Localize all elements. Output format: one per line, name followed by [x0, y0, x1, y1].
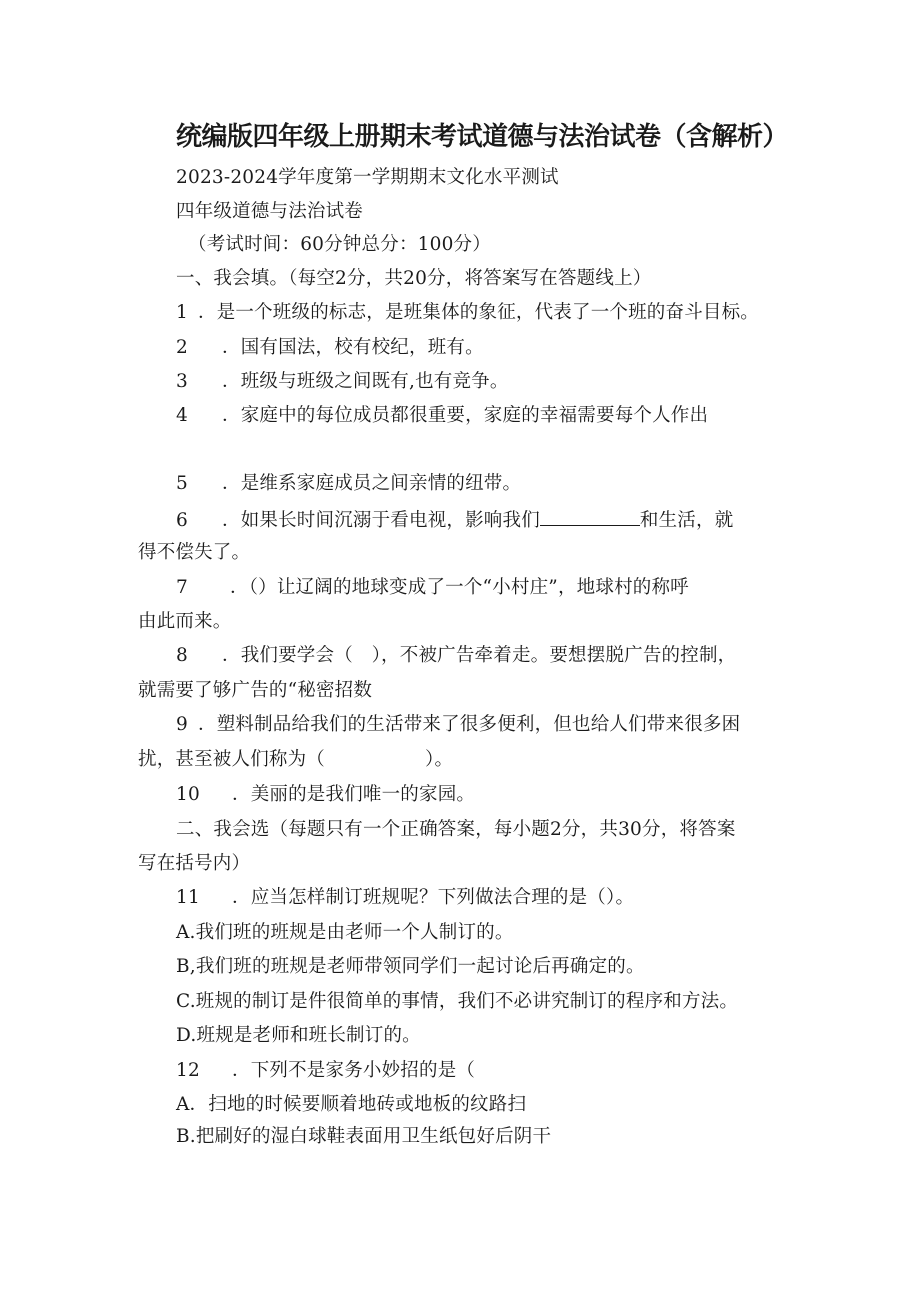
question-number: 2	[176, 337, 188, 358]
question-3	[176, 370, 509, 394]
question-number: 12	[176, 1060, 200, 1081]
question-number: 10	[176, 784, 200, 805]
question-text: ．我们要学会（ ），不被广告牵着走。要想摆脱广告的控制，	[222, 645, 737, 666]
section1-heading: 一、我会填。（每空2分，共20分，将答案写在答题线上）	[176, 268, 652, 289]
question-12	[176, 1059, 475, 1083]
question-5	[176, 472, 521, 496]
question-text: ．班级与班级之间既有,也有竞争。	[222, 371, 509, 392]
question-number: 6	[176, 510, 188, 531]
option-b: B.把刷好的湿白球鞋表面用卫生纸包好后阴干	[176, 1126, 552, 1147]
question-number: 11	[176, 887, 200, 908]
question-text: 扰，甚至被人们称为（	[138, 749, 326, 770]
option-b: B,我们班的班规是老师带领同学们一起讨论后再确定的。	[176, 956, 645, 977]
question-6-continued: 得不偿失了。	[138, 542, 251, 563]
exam-subtitle: 2023-2024学年度第一学期期末文化水平测试	[176, 167, 559, 188]
option-a: A.我们班的班规是由老师一个人制订的。	[176, 922, 514, 943]
section2-heading: 二、我会选（每题只有一个正确答案，每小题2分，共30分，将答案	[176, 819, 736, 840]
option-d: D.班规是老师和班长制订的。	[176, 1025, 421, 1046]
question-number: 1	[176, 302, 188, 323]
question-text: ）。	[425, 749, 454, 770]
question-11	[176, 886, 634, 910]
question-text: ．塑料制品给我们的生活带来了很多便利，但也给人们带来很多困	[198, 714, 741, 735]
question-text: 和生活，就	[639, 510, 734, 531]
section2-heading-continued: 写在括号内）	[138, 853, 251, 874]
question-number: 5	[176, 473, 188, 494]
question-text: ．下列不是家务小妙招的是（	[232, 1060, 476, 1081]
question-number: 9	[176, 714, 188, 735]
exam-info: （考试时间：60分钟总分：100分）	[188, 234, 491, 255]
question-7-continued: 由此而来。	[138, 611, 232, 632]
question-number: 4	[176, 405, 188, 426]
question-8	[176, 644, 736, 668]
question-text: ．是维系家庭成员之间亲情的纽带。	[222, 473, 522, 494]
question-7	[176, 576, 689, 600]
question-4	[176, 404, 708, 428]
question-text: ．（）让辽阔的地球变成了一个“小村庄”，地球村的称呼	[230, 577, 689, 598]
question-9	[176, 713, 740, 737]
question-1	[176, 301, 759, 325]
question-6	[176, 507, 733, 533]
question-number: 8	[176, 645, 188, 666]
question-text: ．家庭中的每位成员都很重要，家庭的幸福需要每个人作出	[222, 405, 709, 426]
option-a: A．扫地的时候要顺着地砖或地板的纹路扫	[176, 1094, 527, 1115]
question-9-continued	[138, 748, 453, 772]
question-text: ．国有国法，校有校纪，班有。	[222, 337, 484, 358]
question-text: ．是一个班级的标志，是班集体的象征，代表了一个班的奋斗目标。	[198, 302, 760, 323]
option-c: C.班规的制订是件很简单的事情，我们不必讲究制订的程序和方法。	[176, 991, 739, 1012]
question-10	[176, 783, 475, 807]
answer-blank	[540, 507, 640, 526]
question-2	[176, 336, 484, 360]
question-text: ．美丽的是我们唯一的家园。	[232, 784, 476, 805]
question-text: ．应当怎样制订班规呢？下列做法合理的是（）。	[232, 887, 635, 908]
question-number: 3	[176, 371, 188, 392]
question-8-continued: 就需要了够广告的“秘密招数	[138, 680, 373, 701]
document-title: 统编版四年级上册期末考试道德与法治试卷（含解析）	[176, 122, 789, 152]
paper-name: 四年级道德与法治试卷	[176, 201, 364, 222]
question-text: ．如果长时间沉溺于看电视，影响我们	[222, 510, 540, 531]
question-number: 7	[176, 577, 188, 598]
